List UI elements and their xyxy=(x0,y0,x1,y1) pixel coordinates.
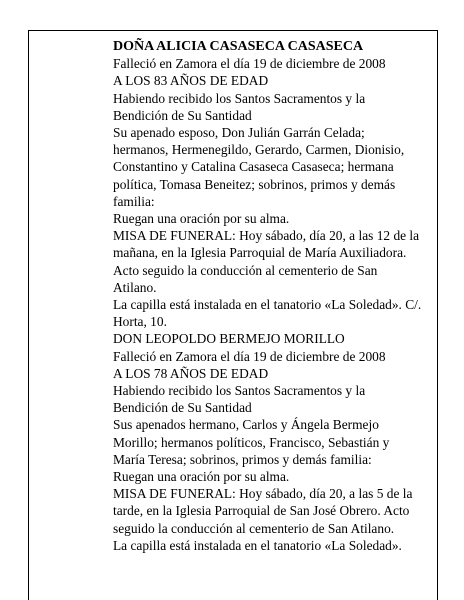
notice1-prayer: Ruegan una oración por su alma. xyxy=(113,211,290,227)
notice2-funeral: MISA DE FUNERAL: Hoy sábado, día 20, a las 5 de la tarde, en la Iglesia Parroquial de San José Obrero. Acto seguido la conducción al cementerio de San Atilano. xyxy=(113,486,413,536)
notice2-name: DON LEOPOLDO BERMEJO MORILLO xyxy=(113,331,345,347)
notice2-family: Sus apenados hermano, Carlos y Ángela Bermejo Morillo; hermanos políticos, Francisco, Sebastián y María Teresa; sobrinos, primos y demás familia: xyxy=(113,417,390,467)
notice1-sacraments: Habiendo recibido los Santos Sacramentos y la Bendición de Su Santidad xyxy=(113,90,366,123)
notice2-died: Falleció en Zamora el día 19 de diciembre de 2008 xyxy=(113,348,386,364)
notice2-age: A LOS 78 AÑOS DE EDAD xyxy=(113,365,269,381)
notice2-prayer: Ruegan una oración por su alma. xyxy=(113,469,290,485)
obituary-column xyxy=(113,38,423,554)
notice1-funeral: MISA DE FUNERAL: Hoy sábado, día 20, a las 12 de la mañana, en la Iglesia Parroquial de María Auxiliadora. Acto seguido la conducción al cementerio de San Atilano. xyxy=(113,228,420,295)
notice1-chapel: La capilla está instalada en el tanatorio «La Soledad». C/. Horta, 10. xyxy=(113,297,422,330)
notice1-died: Falleció en Zamora el día 19 de diciembre de 2008 xyxy=(113,56,386,72)
notice2-chapel: La capilla está instalada en el tanatorio «La Soledad». xyxy=(113,537,402,553)
notice1-age: A LOS 83 AÑOS DE EDAD xyxy=(113,73,269,89)
notice1-family: Su apenado esposo, Don Julián Garrán Celada; hermanos, Hermenegildo, Gerardo, Carmen, Dionisio, Constantino y Catalina Casaseca Casaseca; hermana política, Tomasa Beneitez; sobrinos, primos y demás familia: xyxy=(113,125,405,209)
notice2-sacraments: Habiendo recibido los Santos Sacramentos y la Bendición de Su Santidad xyxy=(113,383,366,416)
notice1-name: DOÑA ALICIA CASASECA CASASECA xyxy=(113,39,364,54)
